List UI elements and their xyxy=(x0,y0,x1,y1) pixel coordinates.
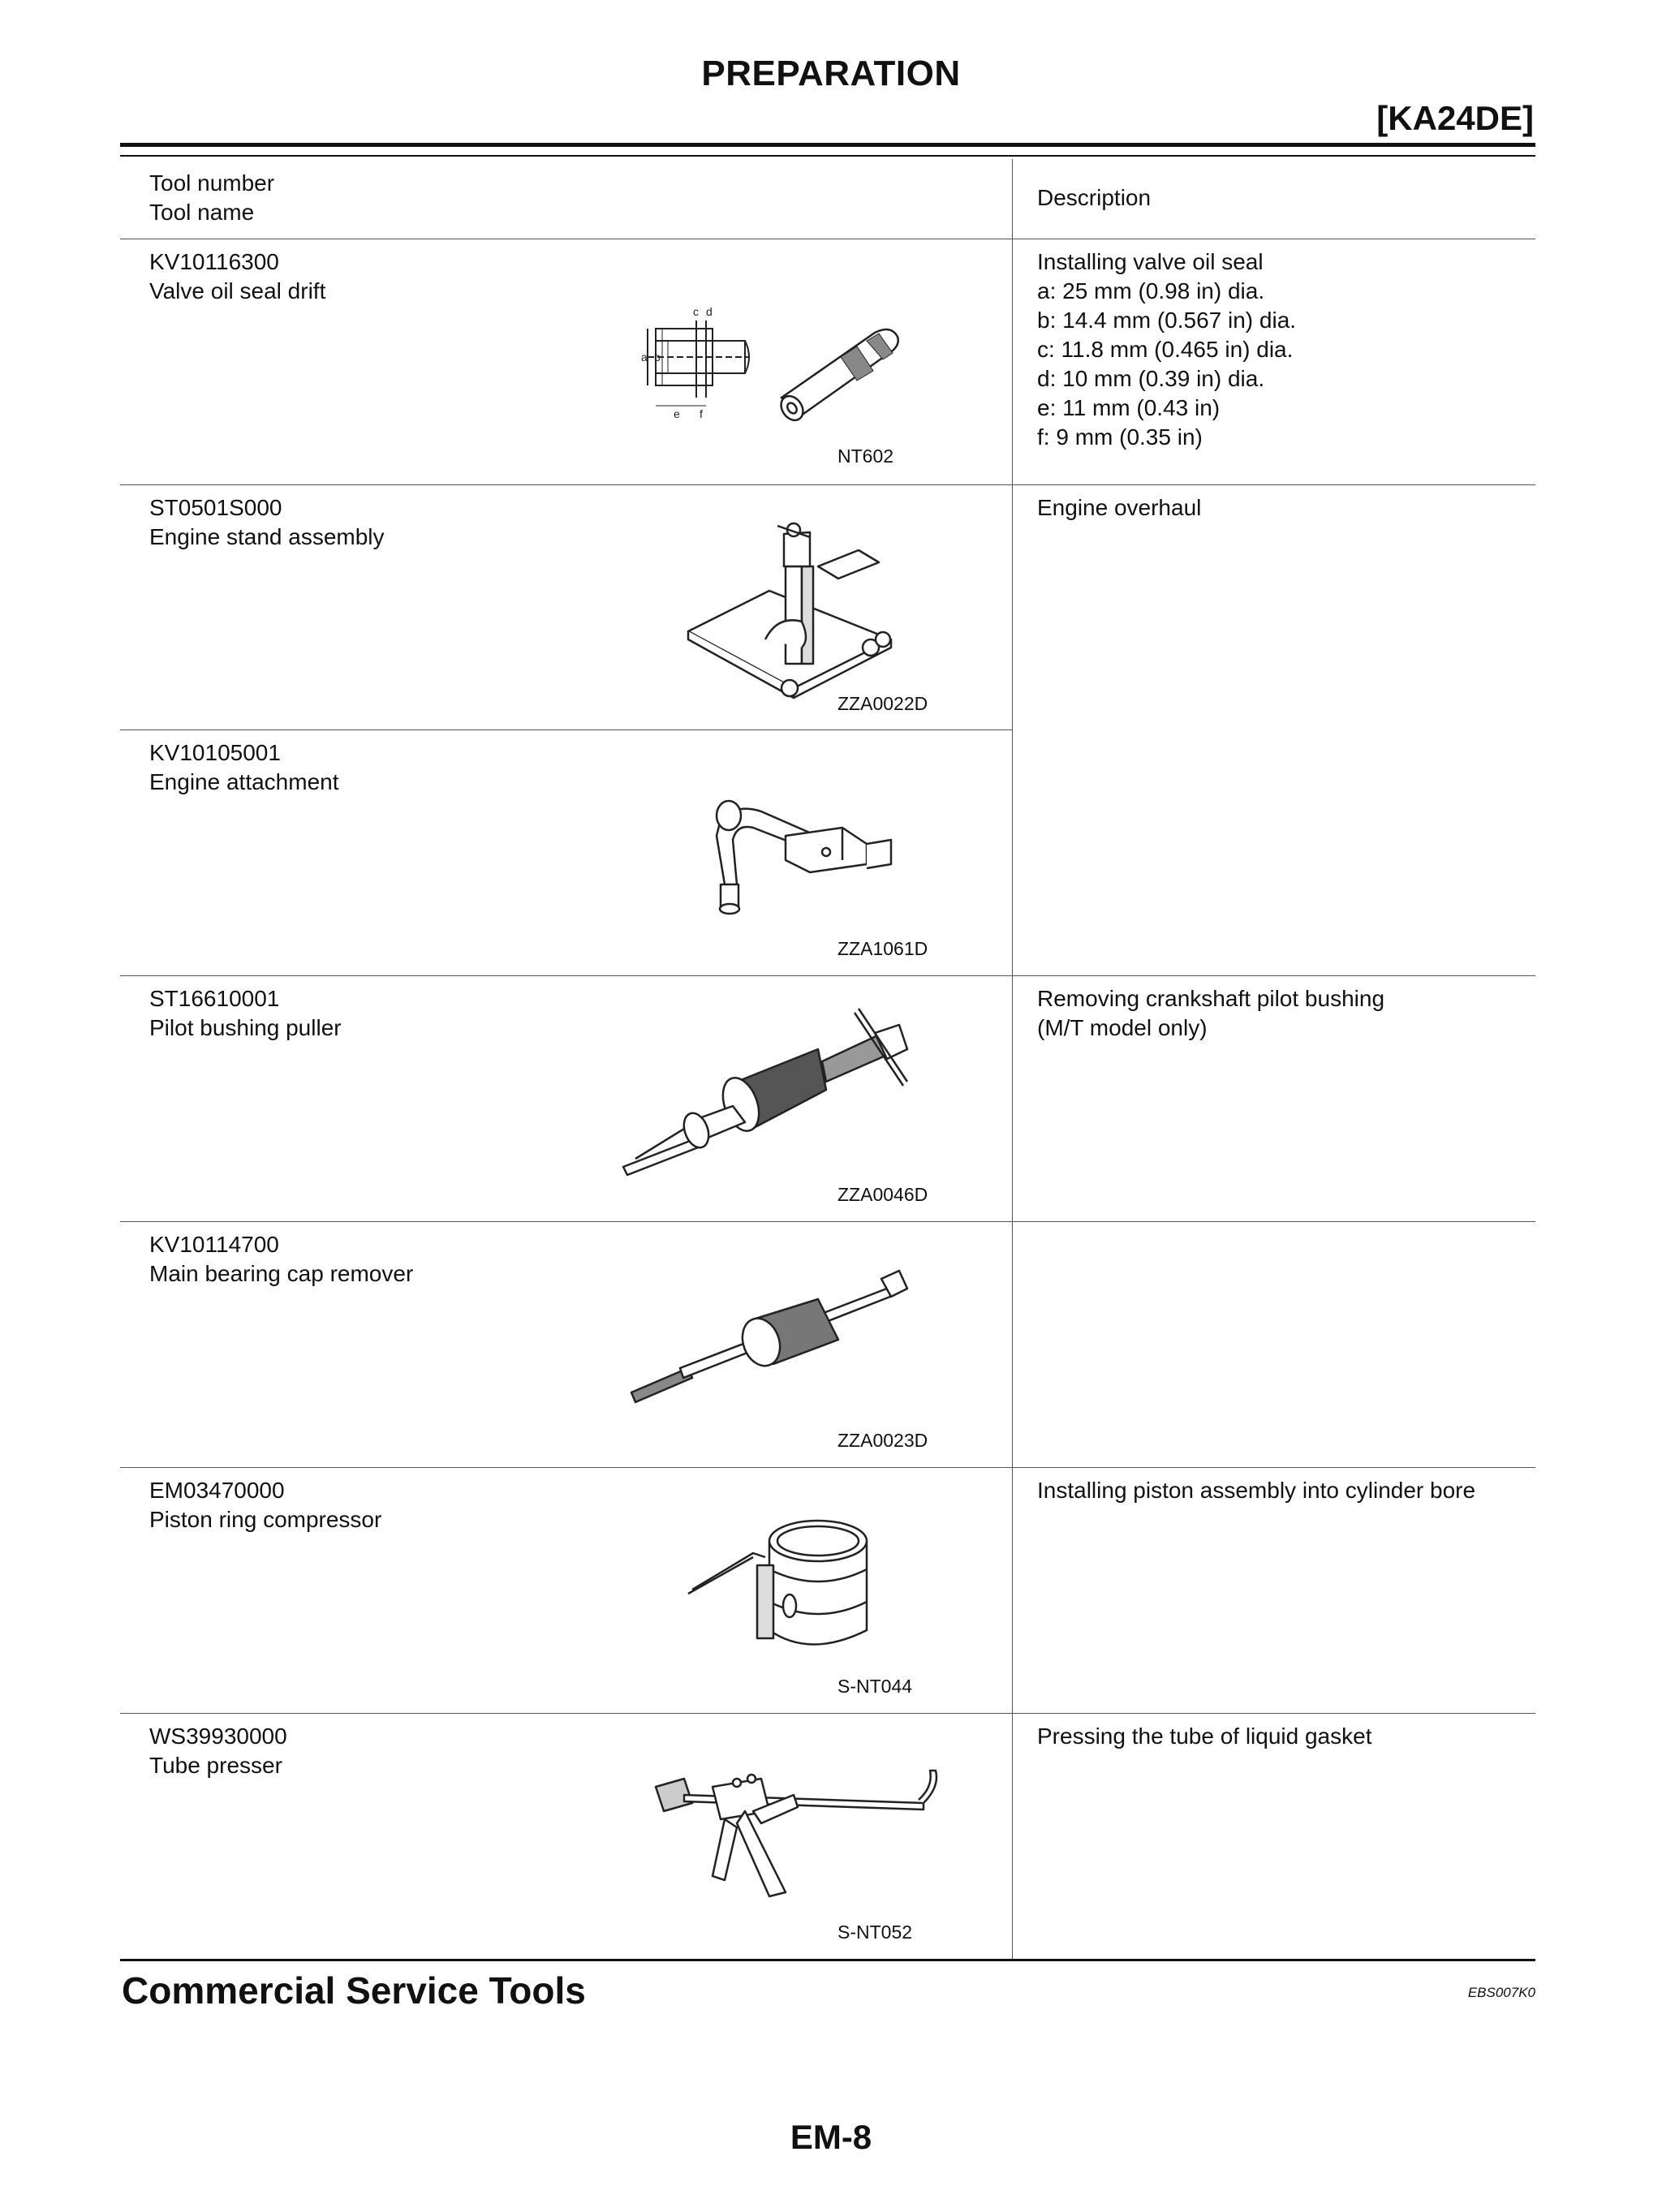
tube-presser-icon xyxy=(648,1762,956,1925)
dim-label-e: e xyxy=(674,407,680,420)
tool-number: KV10116300 xyxy=(149,249,279,274)
dim-label-f: f xyxy=(700,407,703,420)
dim-label-a: a xyxy=(641,351,648,364)
desc-line: Installing valve oil seal xyxy=(1037,249,1264,274)
valve-oil-seal-drift-icon xyxy=(599,296,924,426)
tool-name: Tube presser xyxy=(149,1753,282,1778)
description xyxy=(1037,493,1201,523)
desc-line: Pressing the tube of liquid gasket xyxy=(1037,1724,1372,1749)
figure-code: S-NT052 xyxy=(837,1922,913,1943)
dim-label-c: c xyxy=(693,305,699,318)
tool-cell xyxy=(120,1468,1013,1713)
model-label: [KA24DE] xyxy=(1376,99,1534,137)
tool-number: ST0501S000 xyxy=(149,495,282,520)
header-cell-tool xyxy=(120,159,1013,239)
page-title: PREPARATION xyxy=(701,54,961,93)
figure-code: ZZA0046D xyxy=(837,1184,928,1205)
desc-line: a: 25 mm (0.98 in) dia. xyxy=(1037,278,1265,303)
table-row xyxy=(120,730,1013,975)
desc-line: (M/T model only) xyxy=(1037,1015,1208,1040)
tool-cell xyxy=(120,976,1013,1221)
description-cell xyxy=(1013,976,1535,1221)
tool-number: KV10114700 xyxy=(149,1232,279,1257)
tool-number: KV10105001 xyxy=(149,740,281,765)
tool-name: Pilot bushing puller xyxy=(149,1015,342,1040)
desc-line: e: 11 mm (0.43 in) xyxy=(1037,395,1221,420)
description-cell xyxy=(1013,1714,1535,1959)
table-row xyxy=(120,485,1013,730)
header-cell-description xyxy=(1013,159,1535,239)
tool-cell xyxy=(120,1222,1013,1467)
tool-cell xyxy=(120,1714,1013,1959)
description-cell xyxy=(1013,485,1535,975)
desc-line: Installing piston assembly into cylinder bore xyxy=(1037,1478,1476,1503)
description xyxy=(1037,1722,1371,1751)
desc-line: Engine overhaul xyxy=(1037,495,1202,520)
desc-line: Removing crankshaft pilot bushing xyxy=(1037,986,1385,1011)
description-cell xyxy=(1013,1222,1535,1467)
table-row xyxy=(120,239,1535,485)
tool-cell xyxy=(120,239,1013,484)
desc-line: c: 11.8 mm (0.465 in) dia. xyxy=(1037,337,1294,362)
desc-line: b: 14.4 mm (0.567 in) dia. xyxy=(1037,308,1297,333)
tools-table xyxy=(120,159,1535,1961)
section-title: Commercial Service Tools xyxy=(122,1969,586,2012)
dim-label-d: d xyxy=(706,305,713,318)
description xyxy=(1037,247,1296,452)
tool-number: WS39930000 xyxy=(149,1724,287,1749)
figure-code: S-NT044 xyxy=(837,1676,913,1697)
description-cell xyxy=(1013,239,1535,484)
figure-code: ZZA0022D xyxy=(837,693,928,714)
pilot-bushing-puller-icon xyxy=(615,1009,940,1195)
section-id: EBS007K0 xyxy=(1467,1985,1535,2000)
desc-line: f: 9 mm (0.35 in) xyxy=(1037,424,1203,450)
table-row xyxy=(120,1714,1535,1961)
page-number: EM-8 xyxy=(790,2118,872,2156)
table-row xyxy=(120,1222,1535,1468)
table-row xyxy=(120,1468,1535,1714)
figure-code: ZZA1061D xyxy=(837,938,928,959)
piston-ring-compressor-icon xyxy=(688,1508,899,1679)
description-cell xyxy=(1013,1468,1535,1713)
main-bearing-cap-remover-icon xyxy=(623,1263,932,1425)
tool-number: ST16610001 xyxy=(149,986,280,1011)
tool-name: Piston ring compressor xyxy=(149,1507,382,1532)
header-tool-number: Tool number xyxy=(149,170,275,196)
table-header-row xyxy=(120,159,1535,239)
desc-line: d: 10 mm (0.39 in) dia. xyxy=(1037,366,1265,391)
header-description: Description xyxy=(1037,185,1152,210)
dim-label-b: b xyxy=(654,351,661,364)
tool-name: Engine attachment xyxy=(149,769,339,794)
engine-attachment-icon xyxy=(704,795,907,925)
header-rule-thick xyxy=(120,143,1535,147)
figure-code: NT602 xyxy=(837,445,894,467)
tool-cell-group xyxy=(120,485,1013,975)
tool-number: EM03470000 xyxy=(149,1478,285,1503)
figure-code: ZZA0023D xyxy=(837,1430,928,1451)
tool-name: Engine stand assembly xyxy=(149,524,385,549)
engine-stand-icon xyxy=(688,518,932,704)
description xyxy=(1037,984,1384,1043)
header-tool-name: Tool name xyxy=(149,200,255,225)
table-row-group xyxy=(120,485,1535,976)
header-rule-thin xyxy=(120,155,1535,157)
tool-name: Main bearing cap remover xyxy=(149,1261,414,1286)
table-row xyxy=(120,976,1535,1222)
description xyxy=(1037,1476,1475,1505)
tool-name: Valve oil seal drift xyxy=(149,278,326,303)
